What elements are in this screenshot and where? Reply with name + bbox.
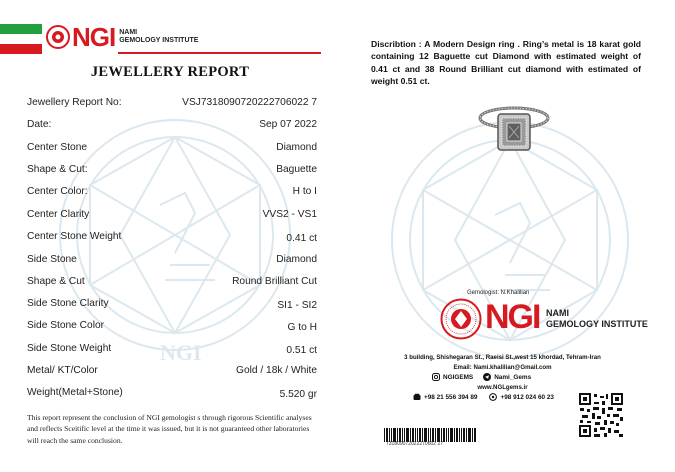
instagram-link[interactable]: NGIGEMS: [432, 373, 473, 381]
detail-row: Weight(Metal+Stone) 5.520 gr: [27, 387, 317, 400]
barcode-number: 731809072022270602 27: [386, 441, 444, 447]
detail-row: Side Stone Diamond: [27, 254, 317, 265]
header-divider: [118, 52, 321, 54]
logo-subtitle: NAMI GEMOLOGY INSTITUTE: [119, 28, 199, 44]
barcode: [384, 428, 476, 442]
instagram-icon: [432, 373, 440, 381]
detail-row: Side Stone Weight 0.51 ct: [27, 343, 317, 356]
phone-icon: [413, 393, 421, 401]
mobile-number[interactable]: +98 912 024 60 23: [489, 393, 553, 401]
institute-subtitle: NAMI GEMOLOGY INSTITUTE: [546, 308, 648, 330]
ring-photo: [478, 100, 550, 152]
report-title: JEWELLERY REPORT: [90, 64, 250, 80]
detail-row: Center Stone Diamond: [27, 142, 317, 153]
telegram-icon: [483, 373, 491, 381]
telegram-link[interactable]: Nami_Gems: [483, 373, 531, 381]
ngi-logo: [46, 24, 198, 50]
iran-flag-icon: [0, 24, 42, 54]
phone-number[interactable]: +98 21 556 394 89: [413, 393, 477, 401]
email-text: Email: Nami.khalilian@Gmail.com: [453, 364, 552, 371]
logo-text: NGI: [72, 22, 116, 52]
gemologist-name: Gemologist: N.Khalilian: [467, 290, 530, 296]
detail-row: Shape & Cut: Baguette: [27, 164, 317, 175]
qr-code[interactable]: [578, 392, 624, 438]
institute-seal-icon: [440, 298, 482, 340]
detail-row: Center Clarity VVS2 - VS1: [27, 209, 317, 220]
detail-row: Jewellery Report No: VSJ7318090720222706022 7: [27, 97, 317, 108]
ring-description: Discribtion : A Modern Design ring . Ring’s metal is 18 karat gold containing 12 Baguette cut Diamond with estimated weight of 0.41 ct and 38 Round Brilliant cut diamond with estimated of weight 0.51 ct.: [371, 39, 641, 87]
phone-numbers: [413, 393, 554, 401]
whatsapp-icon: [489, 393, 497, 401]
detail-row: Metal/ KT/Color Gold / 18k / White: [27, 365, 317, 376]
svg-text:NGI: NGI: [160, 340, 202, 365]
detail-row: Shape & Cut Round Brilliant Cut: [27, 276, 317, 287]
ngi-seal-icon: [46, 25, 70, 49]
social-links: [432, 373, 531, 381]
detail-row: Center Stone Weight 0.41 ct: [27, 231, 317, 244]
detail-row: Side Stone Color G to H: [27, 320, 317, 333]
institute-logo-text: NGI: [485, 298, 540, 336]
website-link[interactable]: www.NGLgems.ir: [477, 384, 528, 391]
detail-row: Side Stone Clarity SI1 - SI2: [27, 298, 317, 311]
disclaimer-text: This report represent the conclusion of NGI gemologist s through rigorous Scientific analyses and reflects Sceitific level at the time it was issued, but it is not guaranteed other laboratories will reach the same conclusion.: [27, 413, 312, 445]
detail-row: Date: Sep 07 2022: [27, 119, 317, 130]
detail-row: Center Color: H to I: [27, 186, 317, 197]
address-text: 3 building, Shishegaran St., Raeisi St.,west 15 khordad, Tehram-Iran: [404, 354, 601, 361]
